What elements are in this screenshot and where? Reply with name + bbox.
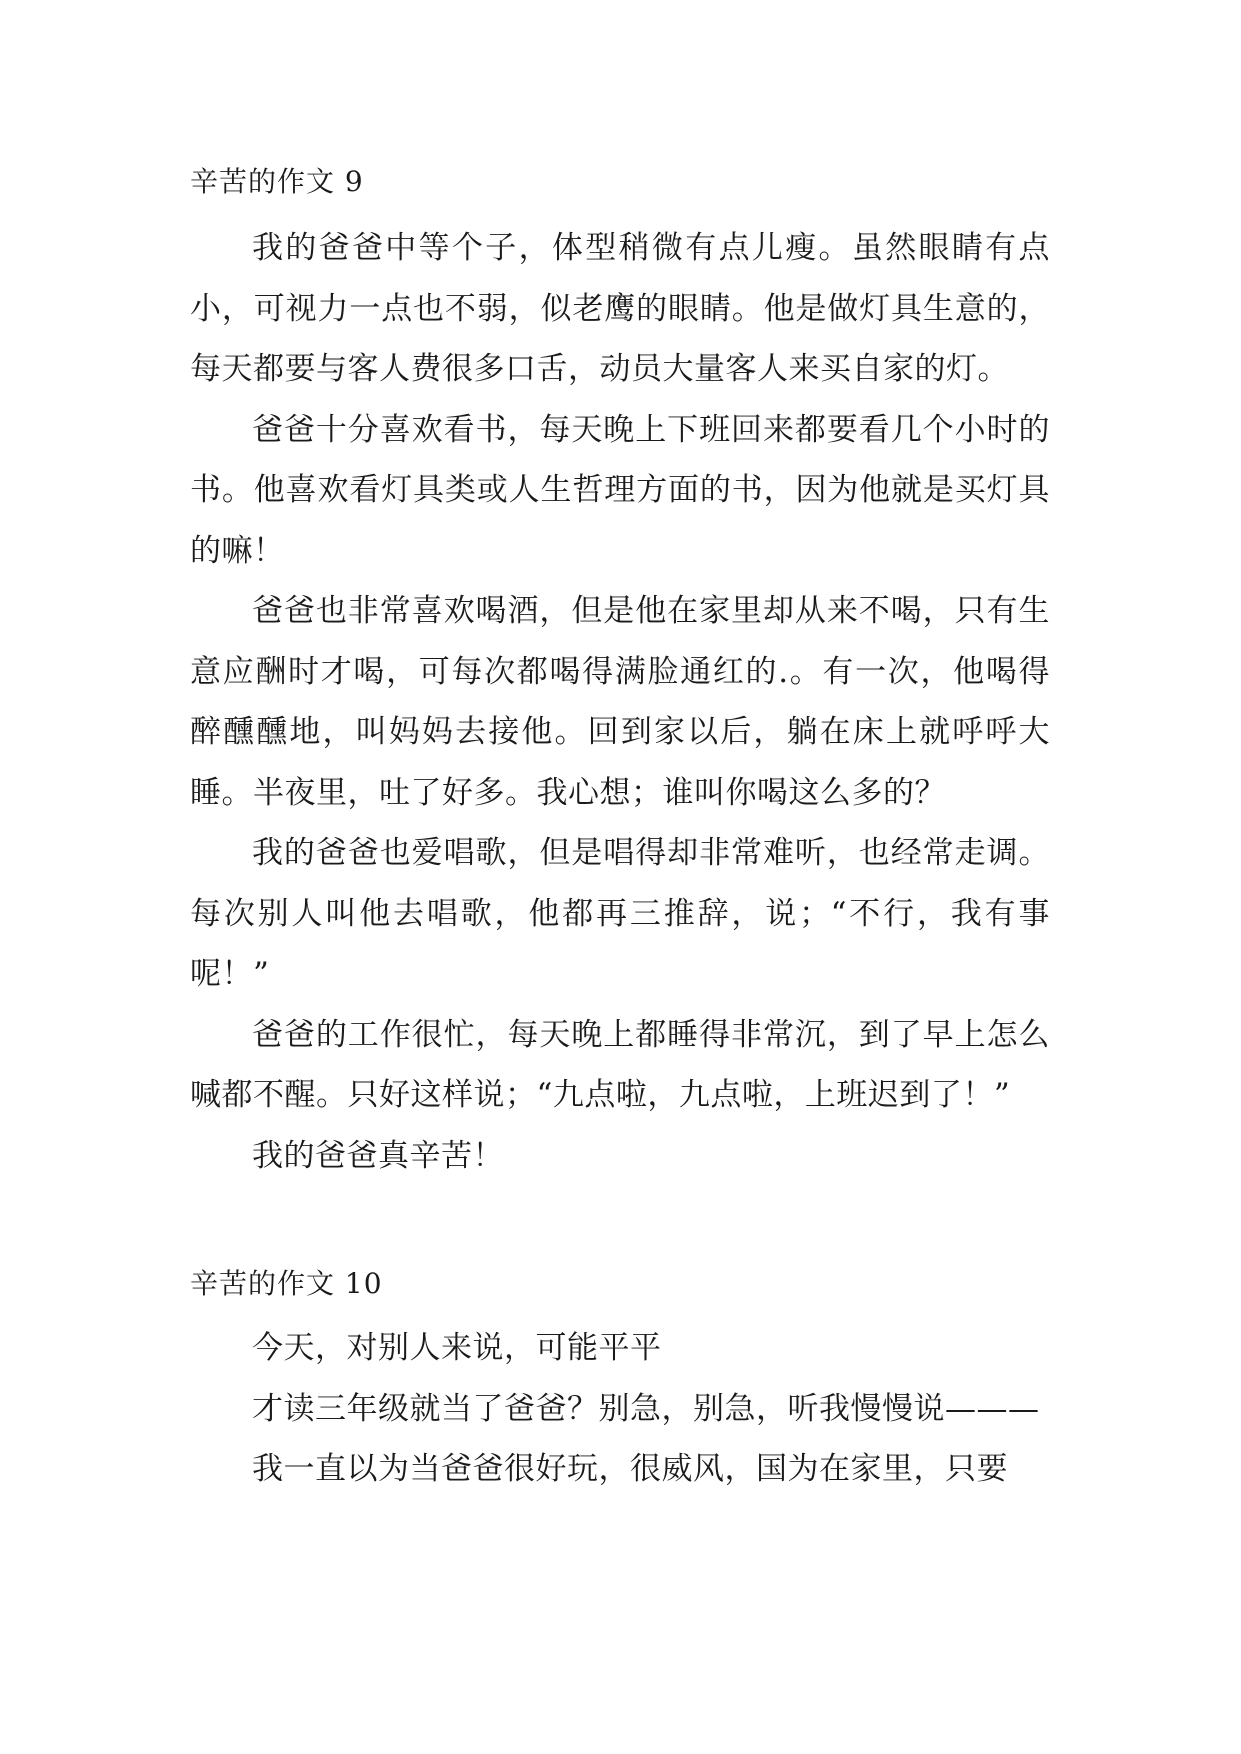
essay-paragraph: 我一直以为当爸爸很好玩，很威风，国为在家里，只要	[252, 1451, 1008, 1487]
essay-paragraph: 我的爸爸也爱唱歌，但是唱得却非常难听，也经常走调。每次别人叫他去唱歌，他都再三推辞，说；“不行，我有事呢！”	[190, 835, 1050, 992]
essay-paragraph: 今天，对别人来说，可能平平	[252, 1330, 662, 1366]
essay-paragraph: 我的爸爸真辛苦！	[252, 1137, 504, 1174]
essay-paragraph: 爸爸也非常喜欢喝酒，但是他在家里却从来不喝，只有生意应酬时才喝，可每次都喝得满脸通红的.。有一次，他喝得醉醺醺地，叫妈妈去接他。回到家以后，躺在床上就呼呼大睡。半夜里，吐了好多。我心想；谁叫你喝这么多的？	[190, 593, 1050, 811]
essay-paragraph: 爸爸的工作很忙，每天晚上都睡得非常沉，到了早上怎么喊都不醒。只好这样说；“九点啦，九点啦，上班迟到了！”	[190, 1016, 1050, 1113]
essay-9	[190, 160, 1050, 1186]
essay-10	[190, 1262, 1050, 1500]
essay-heading: 辛苦的作文 9	[190, 165, 364, 198]
essay-heading: 辛苦的作文 10	[190, 1267, 383, 1300]
essay-paragraph: 爸爸十分喜欢看书，每天晚上下班回来都要看几个小时的书。他喜欢看灯具类或人生哲理方面的书，因为他就是买灯具的嘛！	[190, 411, 1050, 569]
essay-paragraph: 才读三年级就当了爸爸？别急，别急，听我慢慢说———	[252, 1390, 1040, 1427]
essay-paragraph: 我的爸爸中等个子，体型稍微有点儿瘦。虽然眼睛有点小，可视力一点也不弱，似老鹰的眼睛。他是做灯具生意的，每天都要与客人费很多口舌，动员大量客人来买自家的灯。	[190, 230, 1050, 387]
